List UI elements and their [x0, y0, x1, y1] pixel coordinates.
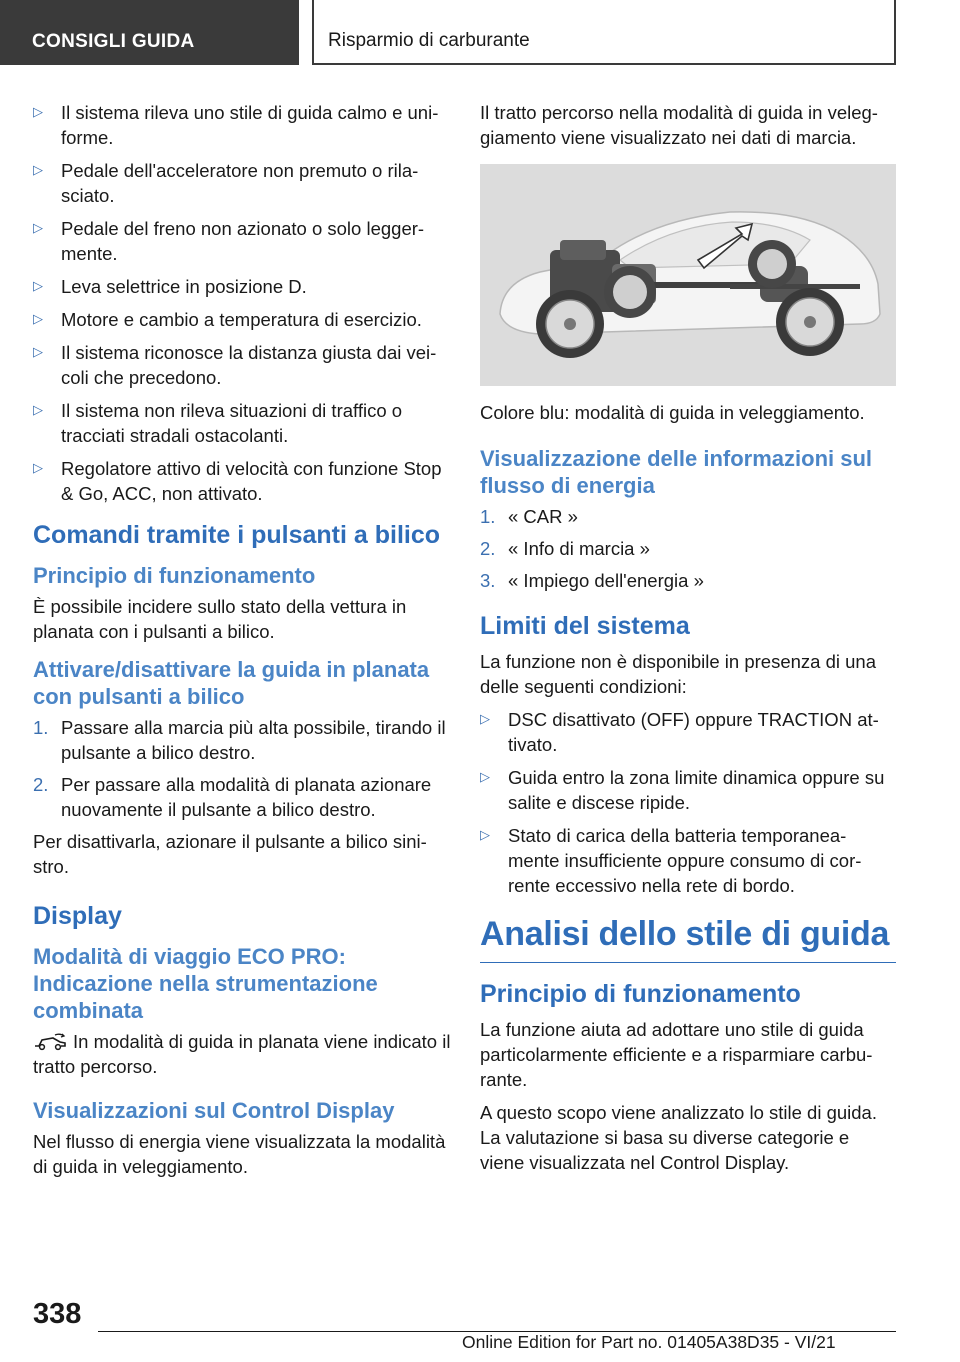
- figure-caption: Colore blu: modalità di guida in veleggiamento.: [480, 402, 865, 423]
- limits-list: [480, 707, 896, 898]
- triangle-bullet-icon: ▷: [33, 278, 43, 293]
- heading-modalita: Modalità di viaggio ECO PRO: Indicazione nella strumentazione combinata: [33, 944, 378, 1023]
- list-item: ▷ DSC disattivato (OFF) oppure TRACTION at-tivato.: [480, 709, 879, 755]
- triangle-bullet-icon: ▷: [33, 104, 43, 119]
- paragraph-analisi-2: A questo scopo viene analizzato lo stile di guida. La valutazione si basa su diverse categorie e viene visualizzata nel Control Display.: [480, 1102, 877, 1173]
- list-item: ▷ Guida entro la zona limite dinamica oppure su salite e discese ripide.: [480, 767, 885, 813]
- list-item: ▷ Il sistema rileva uno stile di guida calmo e uni-forme.: [33, 102, 439, 148]
- list-item: ▷ Pedale del freno non azionato o solo legger-mente.: [33, 218, 425, 264]
- chapter-tab: CONSIGLI GUIDA: [0, 0, 299, 65]
- list-item: 2. « Info di marcia »: [480, 538, 650, 559]
- heading-attivare: Attivare/disattivare la guida in planata con pulsanti a bilico: [33, 657, 430, 709]
- paragraph-principio: È possibile incidere sullo stato della vettura in planata con i pulsanti a bilico.: [33, 596, 407, 642]
- paragraph-limiti: La funzione non è disponibile in presenza di una delle seguenti condizioni:: [480, 651, 876, 697]
- list-item: ▷ Regolatore attivo di velocità con funzione Stop & Go, ACC, non attivato.: [33, 458, 442, 504]
- heading-principio-analisi: Principio di funzionamento: [480, 980, 801, 1008]
- paragraph-tratto: Il tratto percorso nella modalità di guida in veleg-giamento viene visualizzato nei dati di marcia.: [480, 102, 878, 148]
- list-item: 1. Passare alla marcia più alta possibile, tirando il pulsante a bilico destro.: [33, 717, 446, 763]
- heading-limiti: Limiti del sistema: [480, 612, 690, 640]
- triangle-bullet-icon: ▷: [33, 162, 43, 177]
- coasting-car-icon: [33, 1033, 67, 1051]
- list-item: ▷ Leva selettrice in posizione D.: [33, 276, 307, 297]
- heading-comandi: Comandi tramite i pulsanti a bilico: [33, 521, 441, 549]
- car-drivetrain-image: [480, 164, 896, 386]
- list-item: ▷ Stato di carica della batteria temporanea-mente insufficiente oppure consumo di cor-rente eccessivo nella rete di bordo.: [480, 825, 862, 896]
- triangle-bullet-icon: ▷: [33, 344, 43, 359]
- heading-visualizzazione-flusso: Visualizzazione delle informazioni sul flusso di energia: [480, 446, 873, 498]
- paragraph-disattivarla: Per disattivarla, azionare il pulsante a bilico sini-stro.: [33, 831, 427, 877]
- list-item: 1. « CAR »: [480, 506, 578, 527]
- page-number: 338: [33, 1298, 82, 1330]
- list-item: 2. Per passare alla modalità di planata azionare nuovamente il pulsante a bilico destro.: [33, 774, 432, 820]
- triangle-bullet-icon: ▷: [480, 769, 490, 784]
- edition-text: Online Edition for Part no. 01405A38D35 - VI/21: [462, 1332, 836, 1352]
- triangle-bullet-icon: ▷: [480, 827, 490, 842]
- car-illustration: [480, 164, 896, 386]
- heading-visualizzazioni: Visualizzazioni sul Control Display: [33, 1098, 395, 1123]
- list-item: ▷ Il sistema riconosce la distanza giusta dai vei-coli che precedono.: [33, 342, 437, 388]
- paragraph-visualizzazioni: Nel flusso di energia viene visualizzata la modalità di guida in veleggiamento.: [33, 1131, 446, 1177]
- flow-items-list: [480, 504, 896, 593]
- paragraph-analisi-1: La funzione aiuta ad adottare uno stile di guida particolarmente efficiente e a risparmiare carbu-rante.: [480, 1019, 873, 1090]
- triangle-bullet-icon: ▷: [480, 711, 490, 726]
- triangle-bullet-icon: ▷: [33, 460, 43, 475]
- list-item: ▷ Il sistema non rileva situazioni di traffico o tracciati stradali ostacolanti.: [33, 400, 403, 446]
- right-column: [480, 100, 896, 1183]
- list-item: ▷ Pedale dell'acceleratore non premuto o rila-sciato.: [33, 160, 419, 206]
- triangle-bullet-icon: ▷: [33, 311, 43, 326]
- list-item: 3. « Impiego dell'energia »: [480, 570, 704, 591]
- triangle-bullet-icon: ▷: [33, 402, 43, 417]
- heading-principio: Principio di funzionamento: [33, 563, 316, 588]
- heading-display: Display: [33, 902, 122, 930]
- triangle-bullet-icon: ▷: [33, 220, 43, 235]
- section-title: Risparmio di carburante: [312, 0, 896, 65]
- paragraph-modalita: In modalità di guida in planata viene indicato il tratto percorso.: [33, 1031, 451, 1077]
- list-item: ▷ Motore e cambio a temperatura di esercizio.: [33, 309, 422, 330]
- conditions-list: [33, 100, 451, 506]
- steps-list: [33, 715, 451, 822]
- left-column: [33, 100, 451, 1187]
- heading-analisi: Analisi dello stile di guida: [480, 914, 896, 963]
